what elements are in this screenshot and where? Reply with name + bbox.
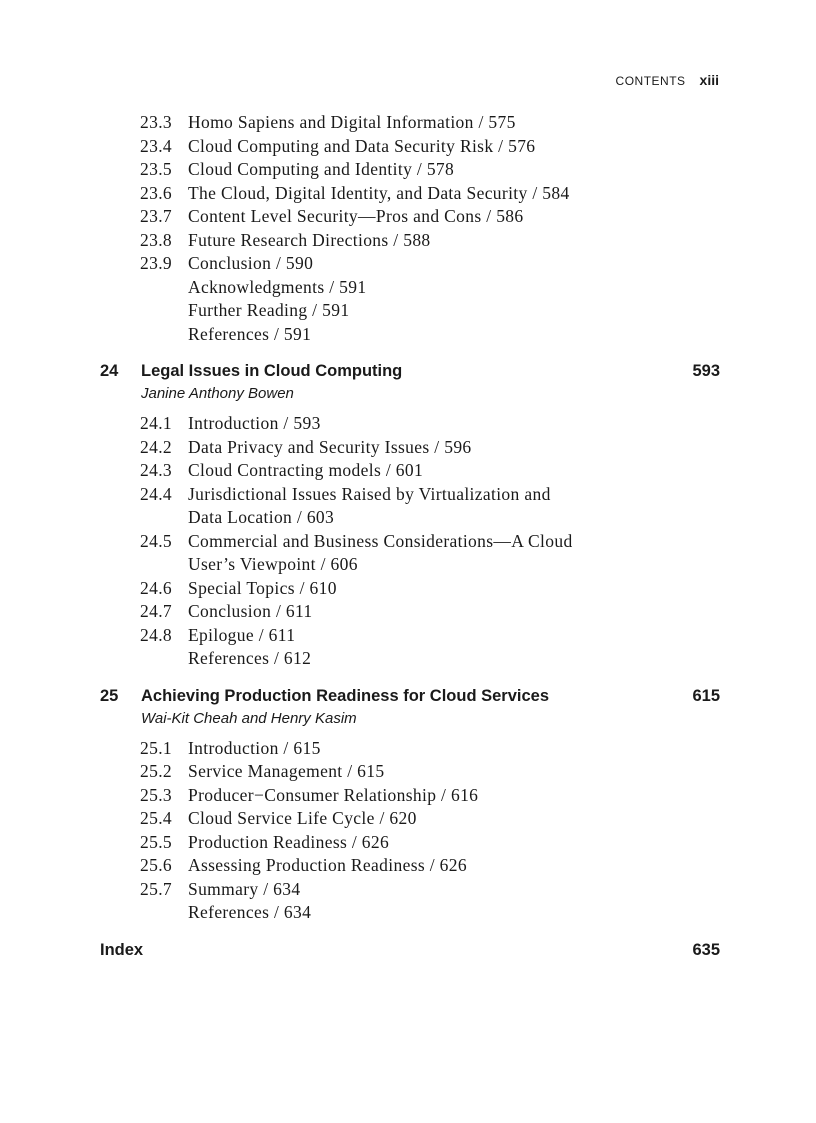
section-title: References / 612 [188,648,312,668]
chapter-title: Achieving Production Readiness for Cloud Services [141,686,550,705]
section-number: 25.6 [140,855,173,875]
toc-section-entry[interactable] [100,436,720,460]
section-title: Cloud Contracting models / 601 [188,460,424,480]
toc-section-entry[interactable] [100,299,720,323]
toc-section-entry[interactable] [100,807,720,831]
toc-section-entry[interactable] [100,158,720,182]
toc-section-entry[interactable] [100,323,720,347]
section-title-continuation: Data Location / 603 [188,507,335,527]
section-title: Data Privacy and Security Issues / 596 [188,436,472,457]
section-title: Homo Sapiens and Digital Information / 575 [188,112,516,132]
chapter-number: 25 [100,686,119,705]
chapter-author: Janine Anthony Bowen [141,385,294,402]
toc-section-entry[interactable] [100,229,720,253]
toc-section-entry[interactable] [100,784,720,808]
toc-section-entry[interactable] [100,831,720,855]
section-number: 24.8 [140,624,173,645]
chapter-number: 24 [100,362,119,380]
section-title: References / 591 [188,323,312,344]
toc-section-entry[interactable] [100,901,720,925]
toc-section-entry[interactable] [100,577,720,601]
section-title: Cloud Computing and Data Security Risk / 576 [188,135,536,156]
section-number: 25.1 [140,737,173,758]
section-number: 25.2 [140,761,173,781]
toc-section-entry[interactable] [100,276,720,300]
section-number: 23.3 [140,112,173,132]
section-number: 25.3 [140,784,173,805]
section-number: 24.7 [140,601,173,621]
toc-section-entry[interactable] [100,624,720,648]
section-number: 23.9 [140,253,173,273]
section-title: Special Topics / 610 [188,577,337,598]
toc-section-entry[interactable] [100,252,720,276]
toc-section-entry[interactable] [100,111,720,135]
section-number: 24.5 [140,530,173,551]
chapter-page: 615 [692,686,720,705]
running-head-label: CONTENTS [615,74,686,88]
toc-section-entry[interactable] [100,459,720,483]
chapter-heading[interactable] [100,687,720,709]
section-title: Service Management / 615 [188,761,385,781]
section-title: Assessing Production Readiness / 626 [188,855,467,875]
toc-section-entry[interactable] [100,647,720,671]
section-title: Cloud Computing and Identity / 578 [188,159,455,179]
index-entry[interactable] [100,941,720,963]
section-title: Conclusion / 590 [188,253,314,273]
section-title: Epilogue / 611 [188,624,296,645]
section-title: Conclusion / 611 [188,601,313,621]
section-number: 25.7 [140,878,173,899]
chapter-page: 593 [692,362,720,380]
section-title-continuation: User’s Viewpoint / 606 [188,554,358,574]
section-title: Jurisdictional Issues Raised by Virtualization and [188,483,551,504]
toc-section-entry[interactable] [100,600,720,624]
section-number: 25.4 [140,808,173,828]
toc-section-entry[interactable] [100,737,720,761]
section-title: Summary / 634 [188,878,301,899]
chapter-author: Wai-Kit Cheah and Henry Kasim [141,709,357,727]
section-number: 23.4 [140,135,173,156]
section-number: 24.3 [140,460,173,480]
chapter-title: Legal Issues in Cloud Computing [141,362,403,380]
section-title: Content Level Security—Pros and Cons / 586 [188,206,524,226]
toc-section-entry[interactable] [100,483,720,530]
section-title: Future Research Directions / 588 [188,229,431,250]
section-number: 25.5 [140,831,173,852]
toc-section-entry[interactable] [100,182,720,206]
section-number: 23.8 [140,229,173,250]
section-title: Acknowledgments / 591 [188,276,367,297]
toc-section-entry[interactable] [100,878,720,902]
running-head [616,72,719,88]
toc-section-entry[interactable] [100,854,720,878]
toc-section-entry[interactable] [100,205,720,229]
toc-section-entry[interactable] [100,530,720,577]
section-title: Production Readiness / 626 [188,831,390,852]
toc-section-entry[interactable] [100,760,720,784]
section-number: 23.6 [140,182,173,203]
section-number: 24.4 [140,483,173,504]
table-of-contents [100,111,720,963]
section-number: 24.6 [140,577,173,598]
page-number: xiii [699,72,719,88]
index-label: Index [100,940,144,959]
section-number: 23.7 [140,206,173,226]
toc-section-entry[interactable] [100,135,720,159]
section-title: Cloud Service Life Cycle / 620 [188,808,417,828]
section-number: 24.2 [140,436,173,457]
section-title: Introduction / 593 [188,413,321,433]
toc-section-entry[interactable] [100,412,720,436]
section-number: 24.1 [140,413,173,433]
section-title: Introduction / 615 [188,737,321,758]
index-page: 635 [692,940,720,959]
section-number: 23.5 [140,159,173,179]
section-title: Commercial and Business Considerations—A Cloud [188,530,573,551]
section-title: The Cloud, Digital Identity, and Data Security / 584 [188,182,570,203]
section-title: Producer−Consumer Relationship / 616 [188,784,479,805]
section-title: Further Reading / 591 [188,300,350,320]
chapter-heading[interactable] [100,362,720,384]
section-title: References / 634 [188,902,312,922]
